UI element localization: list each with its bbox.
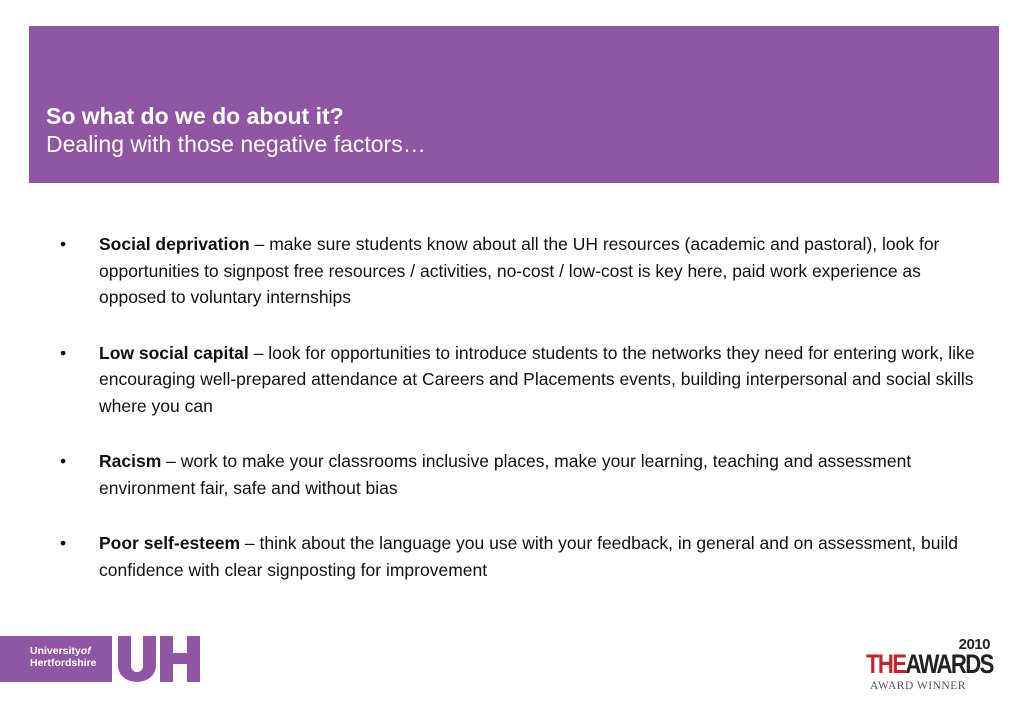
bullet-item-social-deprivation	[56, 231, 991, 311]
bullet-term: Social deprivation	[99, 234, 250, 254]
bullet-item-low-social-capital	[56, 340, 991, 420]
bullet-item-racism	[56, 448, 991, 501]
bullet-item-poor-self-esteem	[56, 530, 991, 583]
awards-name	[866, 649, 993, 680]
title-main: So what do we do about it?	[46, 103, 344, 129]
bullet-dot: •	[60, 533, 67, 553]
awards-year: 2010	[958, 636, 990, 653]
bullet-text: – think about the language you use with your feedback, in general and on assessment, build confidence with clear signposting for improvement	[99, 533, 959, 580]
awards-winner: AWARD WINNER	[870, 680, 966, 692]
bullet-term: Poor self-esteem	[99, 533, 241, 553]
awards-title: AWARDS	[905, 649, 993, 679]
bullet-term: Low social capital	[99, 342, 249, 363]
uh-logo-icon	[0, 636, 205, 682]
university-logo-line1: University	[30, 645, 81, 657]
bullet-dot: •	[60, 342, 67, 363]
title-subtitle: Dealing with those negative factors…	[46, 131, 426, 157]
bullet-dot: •	[60, 451, 67, 471]
bullet-dot: •	[60, 234, 67, 254]
bullet-list	[56, 231, 991, 612]
the-awards-logo	[866, 636, 992, 694]
university-logo-line2: Hertfordshire	[30, 657, 97, 669]
slide-title	[46, 102, 426, 158]
bullet-text: – look for opportunities to introduce students to the networks they need for entering work, like encouraging well-prepared attendance at Careers and Placements events, building interpersonal and social skills where you can	[99, 342, 975, 416]
university-logo-of: of	[80, 645, 91, 657]
awards-the: THE	[866, 649, 906, 679]
bullet-term: Racism	[99, 451, 162, 471]
title-banner	[29, 26, 999, 183]
bullet-text: – make sure students know about all the UH resources (academic and pastoral), look for opportunities to signpost free resources / activities, no-cost / low-cost is key here, paid work experience as opposed to voluntary internships	[99, 234, 940, 307]
bullet-text: – work to make your classrooms inclusive places, make your learning, teaching and assessment environment fair, safe and without bias	[99, 451, 912, 498]
